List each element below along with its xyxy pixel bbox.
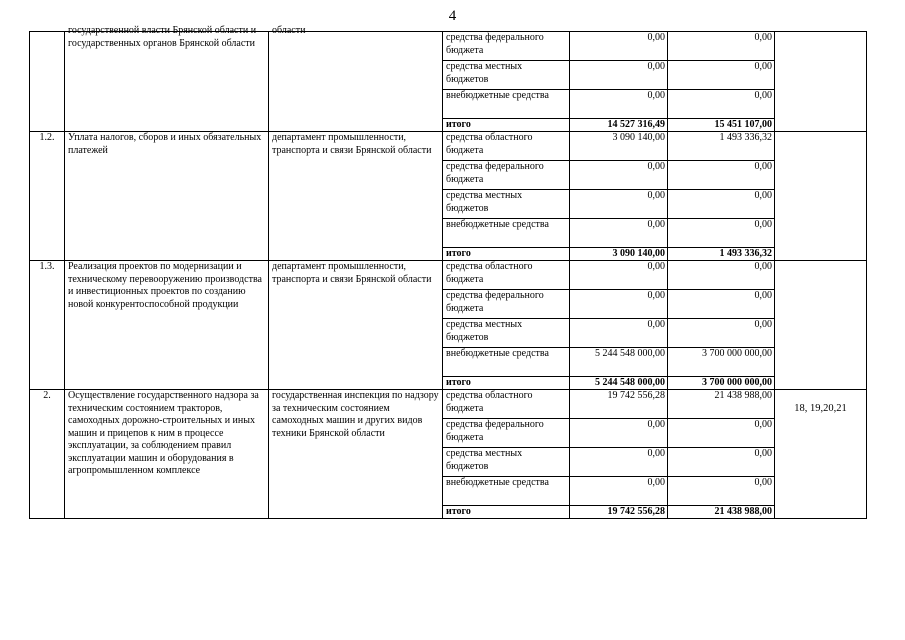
value-1: 0,00 xyxy=(570,477,668,506)
value-2: 0,00 xyxy=(668,190,775,219)
total-value-2: 21 438 988,00 xyxy=(668,506,775,519)
total-value-2: 15 451 107,00 xyxy=(668,119,775,132)
executor xyxy=(269,261,443,390)
funding-source: средства областного бюджета xyxy=(443,132,570,161)
measure-name-text: государственной власти Брянской области и государственных органов Брянской области xyxy=(68,25,257,49)
row-number: 2. xyxy=(30,390,65,519)
total-label: итого xyxy=(443,506,570,519)
measure-name xyxy=(65,132,269,261)
indicator-numbers xyxy=(775,32,867,132)
funding-source: средства областного бюджета xyxy=(443,390,570,419)
measure-name-text: Осуществление государственного надзора за техническим состоянием тракторов, самоходных дорожно-строительных и иных машин и прицепов к ним в процессе эксплуатации, за соблюдением правил эксплуатации машин и оборудования в агропромышленном комплексе xyxy=(68,390,259,476)
value-1: 19 742 556,28 xyxy=(570,390,668,419)
source-row xyxy=(30,32,867,61)
funding-source: средства федерального бюджета xyxy=(443,290,570,319)
measure-name xyxy=(65,390,269,519)
total-value-1: 3 090 140,00 xyxy=(570,248,668,261)
funding-source: средства федерального бюджета xyxy=(443,32,570,61)
source-row xyxy=(30,261,867,290)
value-2: 0,00 xyxy=(668,219,775,248)
value-2: 0,00 xyxy=(668,90,775,119)
value-2: 0,00 xyxy=(668,419,775,448)
total-value-1: 19 742 556,28 xyxy=(570,506,668,519)
funding-source: средства федерального бюджета xyxy=(443,161,570,190)
funding-source: внебюджетные средства xyxy=(443,219,570,248)
measure-name-text: Реализация проектов по модернизации и техническому перевооружению производства и инвестиционных проектов по созданию новой конкурентоспособной продукции xyxy=(68,261,262,310)
program-table xyxy=(29,25,867,519)
value-1: 0,00 xyxy=(570,61,668,90)
value-1: 0,00 xyxy=(570,261,668,290)
row-number: 1.3. xyxy=(30,261,65,390)
value-1: 5 244 548 000,00 xyxy=(570,348,668,377)
source-row xyxy=(30,132,867,161)
row-number xyxy=(30,32,65,132)
total-value-1: 5 244 548 000,00 xyxy=(570,377,668,390)
value-2: 0,00 xyxy=(668,290,775,319)
total-label: итого xyxy=(443,248,570,261)
measure-name xyxy=(65,261,269,390)
value-1: 0,00 xyxy=(570,219,668,248)
funding-source: средства местных бюджетов xyxy=(443,61,570,90)
measure-name-text: Уплата налогов, сборов и иных обязательных платежей xyxy=(68,132,262,156)
indicator-numbers xyxy=(775,261,867,390)
executor-text: области xyxy=(272,25,306,36)
executor xyxy=(269,390,443,519)
value-2: 0,00 xyxy=(668,261,775,290)
total-label: итого xyxy=(443,119,570,132)
executor-text: государственная инспекция по надзору за техническим состоянием самоходных машин и других видов техники Брянской области xyxy=(272,390,439,439)
value-2: 0,00 xyxy=(668,161,775,190)
funding-source: средства местных бюджетов xyxy=(443,448,570,477)
value-1: 0,00 xyxy=(570,290,668,319)
value-2: 21 438 988,00 xyxy=(668,390,775,419)
funding-source: средства федерального бюджета xyxy=(443,419,570,448)
total-value-2: 3 700 000 000,00 xyxy=(668,377,775,390)
value-1: 3 090 140,00 xyxy=(570,132,668,161)
source-row xyxy=(30,390,867,419)
page-number: 4 xyxy=(448,8,457,24)
executor-text: департамент промышленности, транспорта и связи Брянской области xyxy=(272,132,432,156)
value-1: 0,00 xyxy=(570,190,668,219)
total-value-2: 1 493 336,32 xyxy=(668,248,775,261)
value-2: 3 700 000 000,00 xyxy=(668,348,775,377)
executor-text: департамент промышленности, транспорта и связи Брянской области xyxy=(272,261,432,285)
value-2: 0,00 xyxy=(668,448,775,477)
value-2: 1 493 336,32 xyxy=(668,132,775,161)
funding-source: внебюджетные средства xyxy=(443,348,570,377)
value-1: 0,00 xyxy=(570,161,668,190)
value-1: 0,00 xyxy=(570,448,668,477)
indicator-numbers xyxy=(775,132,867,261)
row-number: 1.2. xyxy=(30,132,65,261)
value-2: 0,00 xyxy=(668,32,775,61)
executor xyxy=(269,132,443,261)
funding-source: средства местных бюджетов xyxy=(443,319,570,348)
value-2: 0,00 xyxy=(668,477,775,506)
value-1: 0,00 xyxy=(570,319,668,348)
value-2: 0,00 xyxy=(668,319,775,348)
value-2: 0,00 xyxy=(668,61,775,90)
total-value-1: 14 527 316,49 xyxy=(570,119,668,132)
value-1: 0,00 xyxy=(570,419,668,448)
funding-source: средства местных бюджетов xyxy=(443,190,570,219)
funding-source: внебюджетные средства xyxy=(443,477,570,506)
value-1: 0,00 xyxy=(570,90,668,119)
funding-source: внебюджетные средства xyxy=(443,90,570,119)
measure-name xyxy=(65,25,269,132)
executor xyxy=(269,25,443,132)
total-label: итого xyxy=(443,377,570,390)
indicator-numbers: 18, 19,20,21 xyxy=(775,390,867,519)
value-1: 0,00 xyxy=(570,32,668,61)
funding-source: средства областного бюджета xyxy=(443,261,570,290)
